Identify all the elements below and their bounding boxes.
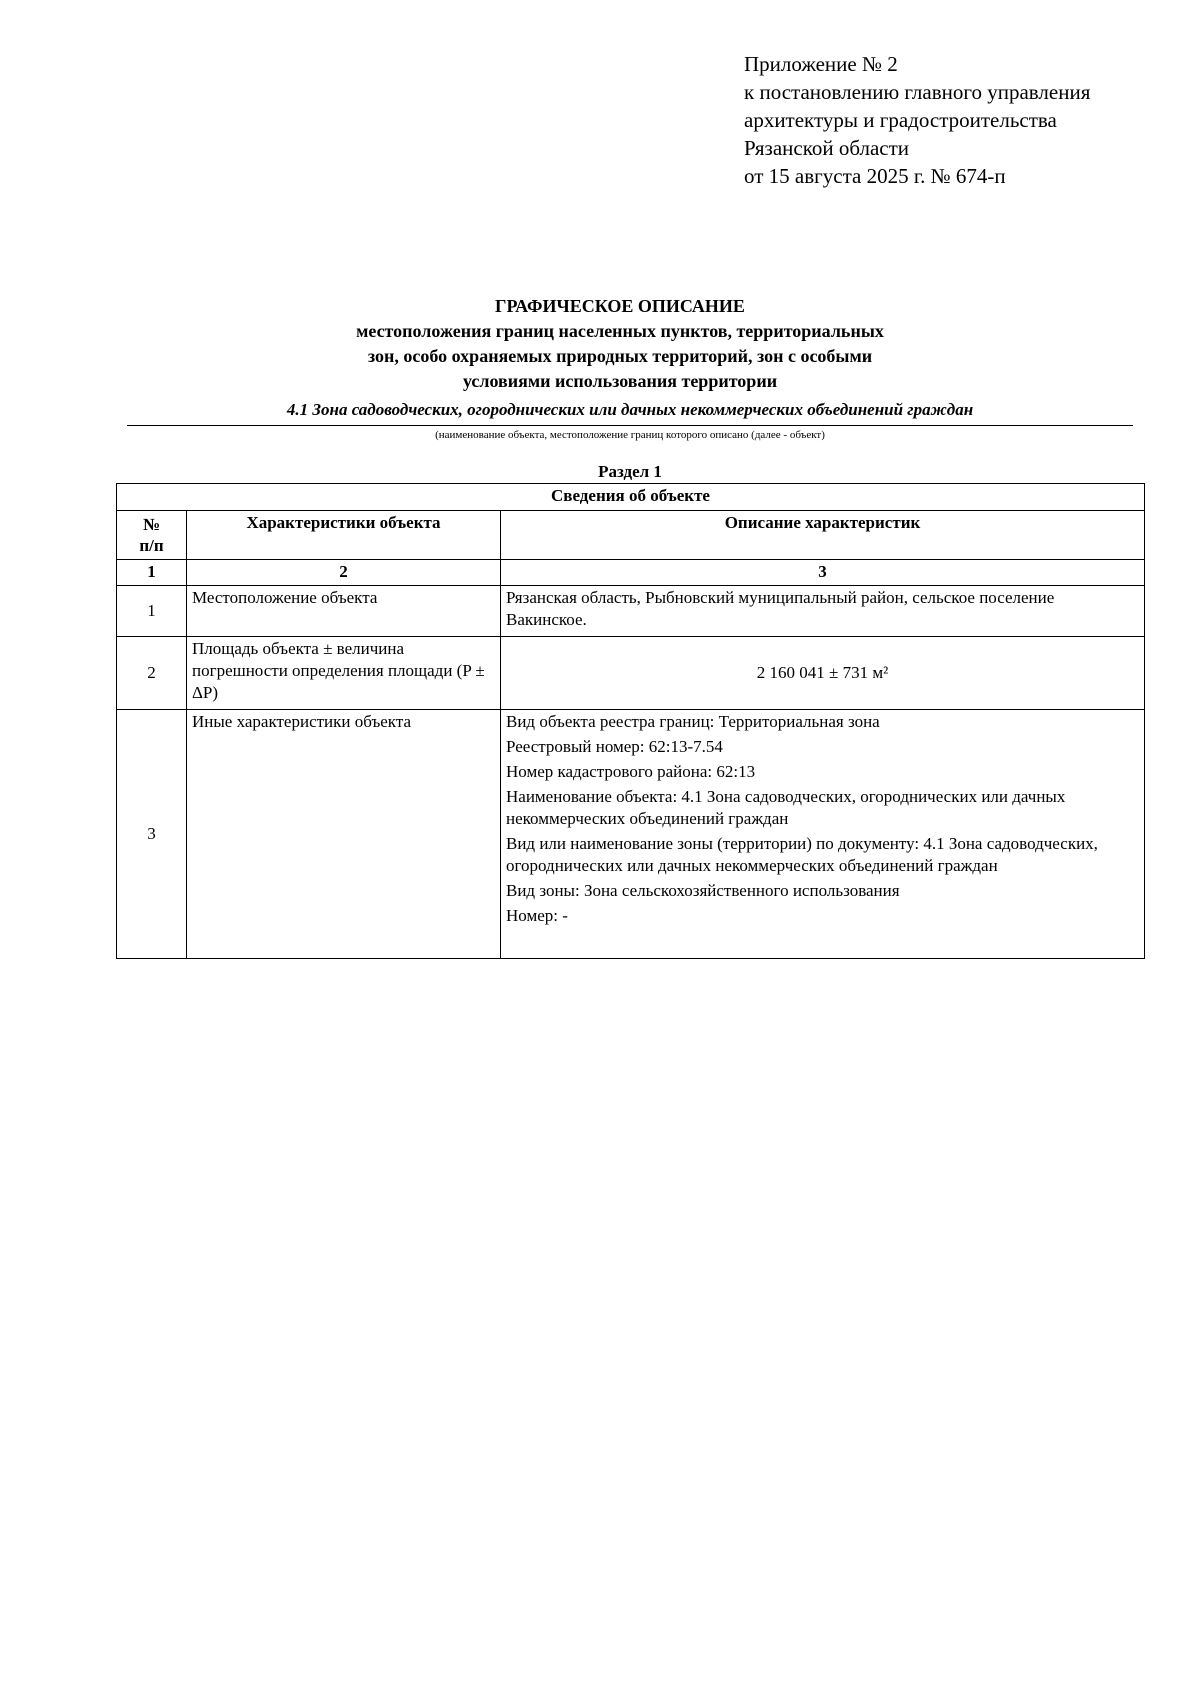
index-cell: 3 bbox=[501, 560, 1145, 586]
row-characteristic: Иные характеристики объекта bbox=[187, 710, 501, 959]
row-description bbox=[501, 637, 1145, 710]
heading-line: местоположения границ населенных пунктов, территориальных bbox=[356, 321, 884, 341]
description-line: Вид зоны: Зона сельскохозяйственного использования bbox=[506, 881, 900, 900]
row-description bbox=[501, 710, 1145, 959]
index-cell: 2 bbox=[187, 560, 501, 586]
appendix-line: от 15 августа 2025 г. № 674-п bbox=[744, 164, 1006, 188]
row-number: 1 bbox=[117, 586, 187, 637]
appendix-line: Приложение № 2 bbox=[744, 52, 898, 76]
description-line: Наименование объекта: 4.1 Зона садоводческих, огороднических или дачных некоммерческих объединений граждан bbox=[506, 787, 1066, 828]
table-title-row bbox=[117, 484, 1145, 511]
header-number-line: № bbox=[142, 515, 161, 534]
description-line: Номер кадастрового района: 62:13 bbox=[506, 762, 756, 781]
heading-title: ГРАФИЧЕСКОЕ ОПИСАНИЕ bbox=[495, 296, 745, 316]
table-title: Сведения об объекте bbox=[117, 484, 1145, 511]
row-characteristic: Местоположение объекта bbox=[187, 586, 501, 637]
appendix-line: архитектуры и градостроительства bbox=[744, 108, 1057, 132]
description-line: Реестровый номер: 62:13-7.54 bbox=[506, 737, 723, 756]
description-line: Рязанская область, Рыбновский муниципальный район, сельское поселение Вакинское. bbox=[506, 588, 1055, 629]
description-line: Вид объекта реестра границ: Территориальная зона bbox=[506, 712, 880, 731]
appendix-line: Рязанской области bbox=[744, 136, 910, 160]
appendix-block bbox=[744, 50, 1090, 190]
object-name: 4.1 Зона садоводческих, огороднических или дачных некоммерческих объединений граждан bbox=[286, 400, 974, 419]
row-description bbox=[501, 586, 1145, 637]
header-number-line: п/п bbox=[139, 536, 164, 555]
table-index-row bbox=[117, 560, 1145, 586]
row-number: 3 bbox=[117, 710, 187, 959]
heading-line: условиями использования территории bbox=[462, 371, 778, 391]
header-characteristic: Характеристики объекта bbox=[187, 511, 501, 560]
heading-line: зон, особо охраняемых природных территорий, зон с особыми bbox=[367, 346, 873, 366]
description-line: Номер: - bbox=[506, 906, 568, 925]
document-heading bbox=[120, 294, 1120, 394]
object-name-underline bbox=[127, 425, 1133, 426]
appendix-line: к постановлению главного управления bbox=[744, 80, 1091, 104]
section-title: Раздел 1 bbox=[598, 462, 662, 481]
row-characteristic: Площадь объекта ± величина погрешности определения площади (P ± ΔP) bbox=[187, 637, 501, 710]
description-line: Вид или наименование зоны (территории) по документу: 4.1 Зона садоводческих, огороднических или дачных некоммерческих объединений граждан bbox=[506, 834, 1098, 875]
table-row bbox=[117, 710, 1145, 959]
description-line: 2 160 041 ± 731 м² bbox=[756, 663, 889, 682]
table-row bbox=[117, 586, 1145, 637]
row-number: 2 bbox=[117, 637, 187, 710]
table-header-row bbox=[117, 511, 1145, 560]
header-number bbox=[117, 511, 187, 560]
index-cell: 1 bbox=[117, 560, 187, 586]
object-info-table bbox=[116, 483, 1145, 959]
header-description: Описание характеристик bbox=[501, 511, 1145, 560]
table-row bbox=[117, 637, 1145, 710]
object-name-caption: (наименование объекта, местоположение границ которого описано (далее - объект) bbox=[435, 429, 825, 441]
